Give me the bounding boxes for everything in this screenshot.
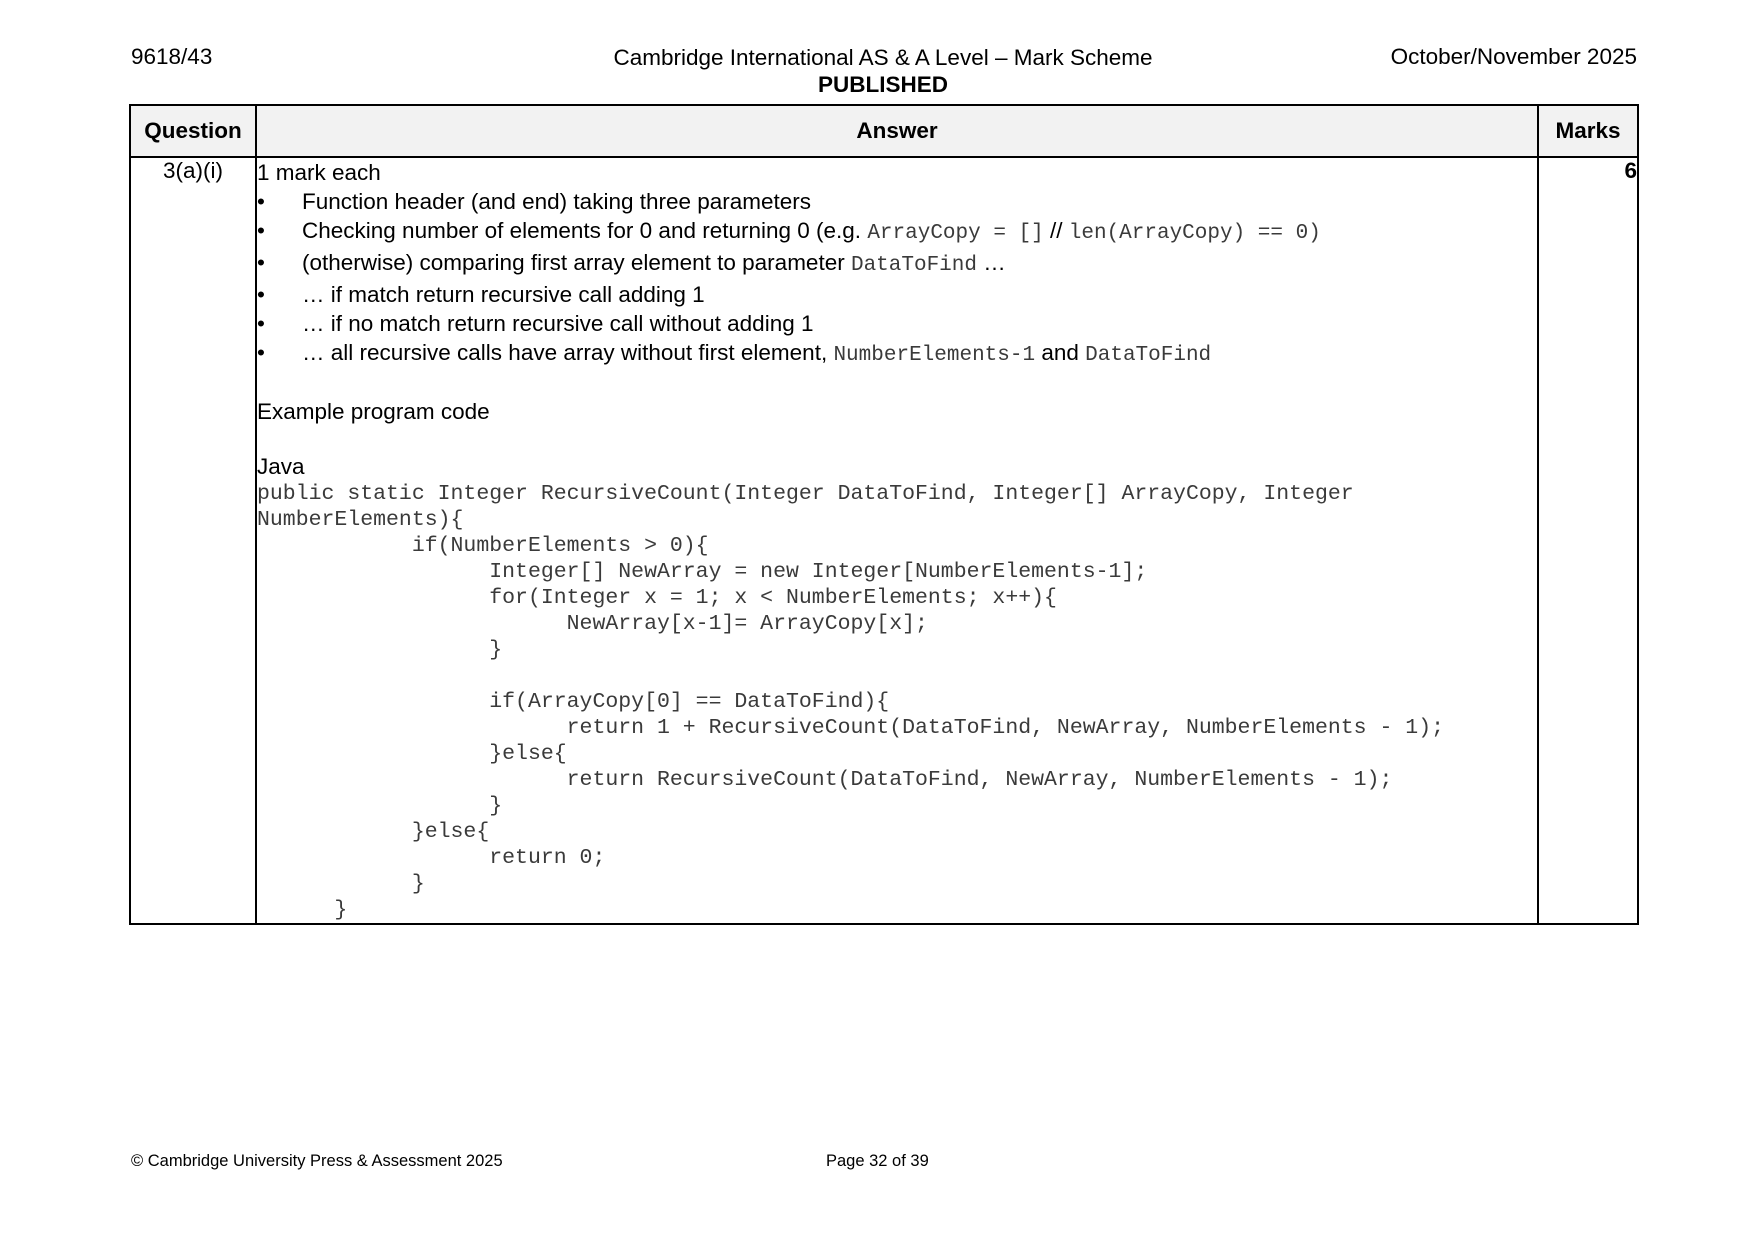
list-item (257, 187, 1537, 216)
code-block: public static Integer RecursiveCount(Integer DataToFind, Integer[] ArrayCopy, Integer NumberElements){ if(NumberElements > 0){ Integer[] NewArray = new Integer[NumberElements-1]; for(Integer x = 1; x < NumberElements; x++){ NewArray[x-1]= ArrayCopy[x]; } if(ArrayCopy[0] == DataToFind){ return 1 + RecursiveCount(DataToFind, NewArray, NumberElements - 1); }else{ return RecursiveCount(DataToFind, NewArray, NumberElements - 1); } }else{ return 0; } } (257, 482, 1444, 922)
paper-code: 9618/43 (131, 44, 213, 69)
example-heading: Example program code (257, 399, 490, 424)
point-text: Function header (and end) taking three parameters (302, 189, 812, 214)
mark-scheme-table (129, 104, 1639, 925)
question-column-header: Question (130, 105, 256, 157)
code-snippet: NumberElements-1 (833, 344, 1036, 367)
answer-column-header: Answer (256, 105, 1538, 157)
document-title: Cambridge International AS & A Level – Mark Scheme (613, 45, 1153, 70)
bullet: • (257, 218, 265, 243)
list-item (257, 280, 1537, 309)
bullet: • (257, 311, 265, 336)
bullet: • (257, 340, 265, 365)
point-text: … if no match return recursive call without adding 1 (302, 311, 814, 336)
list-item (257, 216, 1537, 248)
answer-cell (256, 157, 1538, 924)
marking-points (257, 187, 1537, 370)
language-label: Java (257, 454, 305, 479)
code-snippet: ArrayCopy = [] (867, 222, 1044, 245)
bullet: • (257, 189, 265, 214)
point-text: … all recursive calls have array without first element, (302, 340, 834, 365)
list-item (257, 248, 1537, 280)
table-row (130, 157, 1638, 924)
exam-session: October/November 2025 (1390, 44, 1637, 69)
marking-intro: 1 mark each (257, 160, 381, 185)
list-item (257, 338, 1537, 370)
bullet: • (257, 250, 265, 275)
point-text: … if match return recursive call adding 1 (302, 282, 705, 307)
bullet: • (257, 282, 265, 307)
marks-value: 6 (1538, 157, 1638, 924)
code-snippet: len(ArrayCopy) == 0) (1068, 222, 1321, 245)
point-text: Checking number of elements for 0 and returning 0 (e.g. (302, 218, 868, 243)
copyright-notice: © Cambridge University Press & Assessment 2025 (131, 1152, 503, 1170)
page-number: Page 32 of 39 (826, 1152, 929, 1170)
published-label: PUBLISHED (817, 72, 948, 97)
point-text: // (1043, 218, 1069, 243)
code-snippet: DataToFind (1085, 344, 1212, 367)
point-text: … (977, 250, 1006, 275)
code-snippet: DataToFind (850, 254, 977, 277)
list-item (257, 309, 1537, 338)
point-text: and (1035, 340, 1086, 365)
question-number: 3(a)(i) (130, 157, 256, 924)
point-text: (otherwise) comparing first array element to parameter (302, 250, 851, 275)
table-header-row (130, 105, 1638, 157)
marks-column-header: Marks (1538, 105, 1638, 157)
